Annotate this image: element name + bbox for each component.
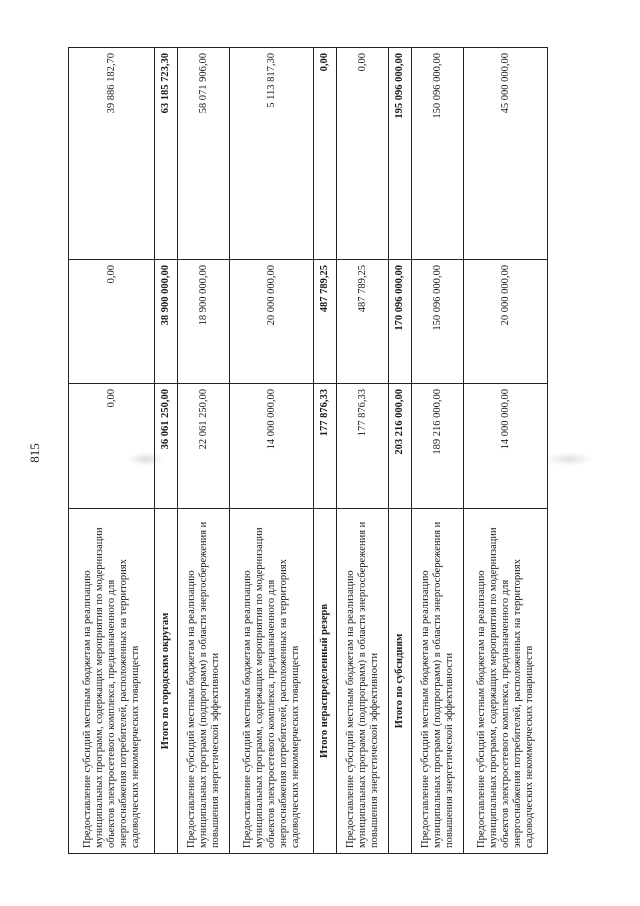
year-3-amount: 0,00: [337, 48, 389, 260]
table-row: [464, 48, 548, 854]
row-description: Итого по субсидиям: [389, 509, 412, 854]
year-2-amount: 150 096 000,00: [412, 260, 464, 384]
year-1-amount: 177 876,33: [337, 384, 389, 509]
table-row-total: [314, 48, 337, 854]
table-row: [337, 48, 389, 854]
year-3-amount: 45 000 000,00: [464, 48, 548, 260]
year-3-amount: 5 113 817,30: [230, 48, 314, 260]
row-description: Предоставление субсидий местным бюджетам на реализацию муниципальных программ (подпрограмм) в области энергосбережения и повышения энергетической эффективности: [178, 509, 230, 854]
rotated-page: [68, 48, 548, 854]
table-row-total: [389, 48, 412, 854]
row-description: Итого по городским округам: [155, 509, 178, 854]
year-3-amount: 150 096 000,00: [412, 48, 464, 260]
row-description: Предоставление субсидий местным бюджетам на реализацию муниципальных программ, содержащих мероприятия по модернизации объектов электросетевого комплекса, предназначенного для энергоснабжения потребителей, расположенных на территориях садоводческих некоммерческих товариществ: [464, 509, 548, 854]
scan-artifact: [544, 452, 594, 466]
year-2-amount: 487 789,25: [314, 260, 337, 384]
year-1-amount: 14 000 000,00: [230, 384, 314, 509]
table-row-total: [155, 48, 178, 854]
row-description: Итого нераспределенный резерв: [314, 509, 337, 854]
year-3-amount: 39 886 182,70: [69, 48, 155, 260]
table-row: [412, 48, 464, 854]
year-1-amount: 36 061 250,00: [155, 384, 178, 509]
table-row: [69, 48, 155, 854]
year-3-amount: 63 185 723,30: [155, 48, 178, 260]
year-1-amount: 0,00: [69, 384, 155, 509]
year-2-amount: 18 900 000,00: [178, 260, 230, 384]
page-number: 815: [27, 443, 42, 463]
year-3-amount: 0,00: [314, 48, 337, 260]
year-3-amount: 195 096 000,00: [389, 48, 412, 260]
year-2-amount: 20 000 000,00: [464, 260, 548, 384]
row-description: Предоставление субсидий местным бюджетам на реализацию муниципальных программ (подпрограмм) в области энергосбережения и повышения энергетической эффективности: [337, 509, 389, 854]
year-1-amount: 203 216 000,00: [389, 384, 412, 509]
year-3-amount: 58 071 906,00: [178, 48, 230, 260]
year-1-amount: 177 876,33: [314, 384, 337, 509]
year-2-amount: 20 000 000,00: [230, 260, 314, 384]
table-row: [230, 48, 314, 854]
table-row: [178, 48, 230, 854]
row-description: Предоставление субсидий местным бюджетам на реализацию муниципальных программ (подпрограмм) в области энергосбережения и повышения энергетической эффективности: [412, 509, 464, 854]
year-1-amount: 14 000 000,00: [464, 384, 548, 509]
year-1-amount: 189 216 000,00: [412, 384, 464, 509]
year-2-amount: 170 096 000,00: [389, 260, 412, 384]
year-2-amount: 487 789,25: [337, 260, 389, 384]
year-2-amount: 38 900 000,00: [155, 260, 178, 384]
subsidy-table: [68, 47, 548, 854]
year-1-amount: 22 061 250,00: [178, 384, 230, 509]
row-description: Предоставление субсидий местным бюджетам на реализацию муниципальных программ, содержащих мероприятия по модернизации объектов электросетевого комплекса, предназначенного для энергоснабжения потребителей, расположенных на территориях садоводческих некоммерческих товариществ: [230, 509, 314, 854]
row-description: Предоставление субсидий местным бюджетам на реализацию муниципальных программ, содержащих мероприятия по модернизации объектов электросетевого комплекса, предназначенного для энергоснабжения потребителей, расположенных на территориях садоводческих некоммерческих товариществ: [69, 509, 155, 854]
year-2-amount: 0,00: [69, 260, 155, 384]
